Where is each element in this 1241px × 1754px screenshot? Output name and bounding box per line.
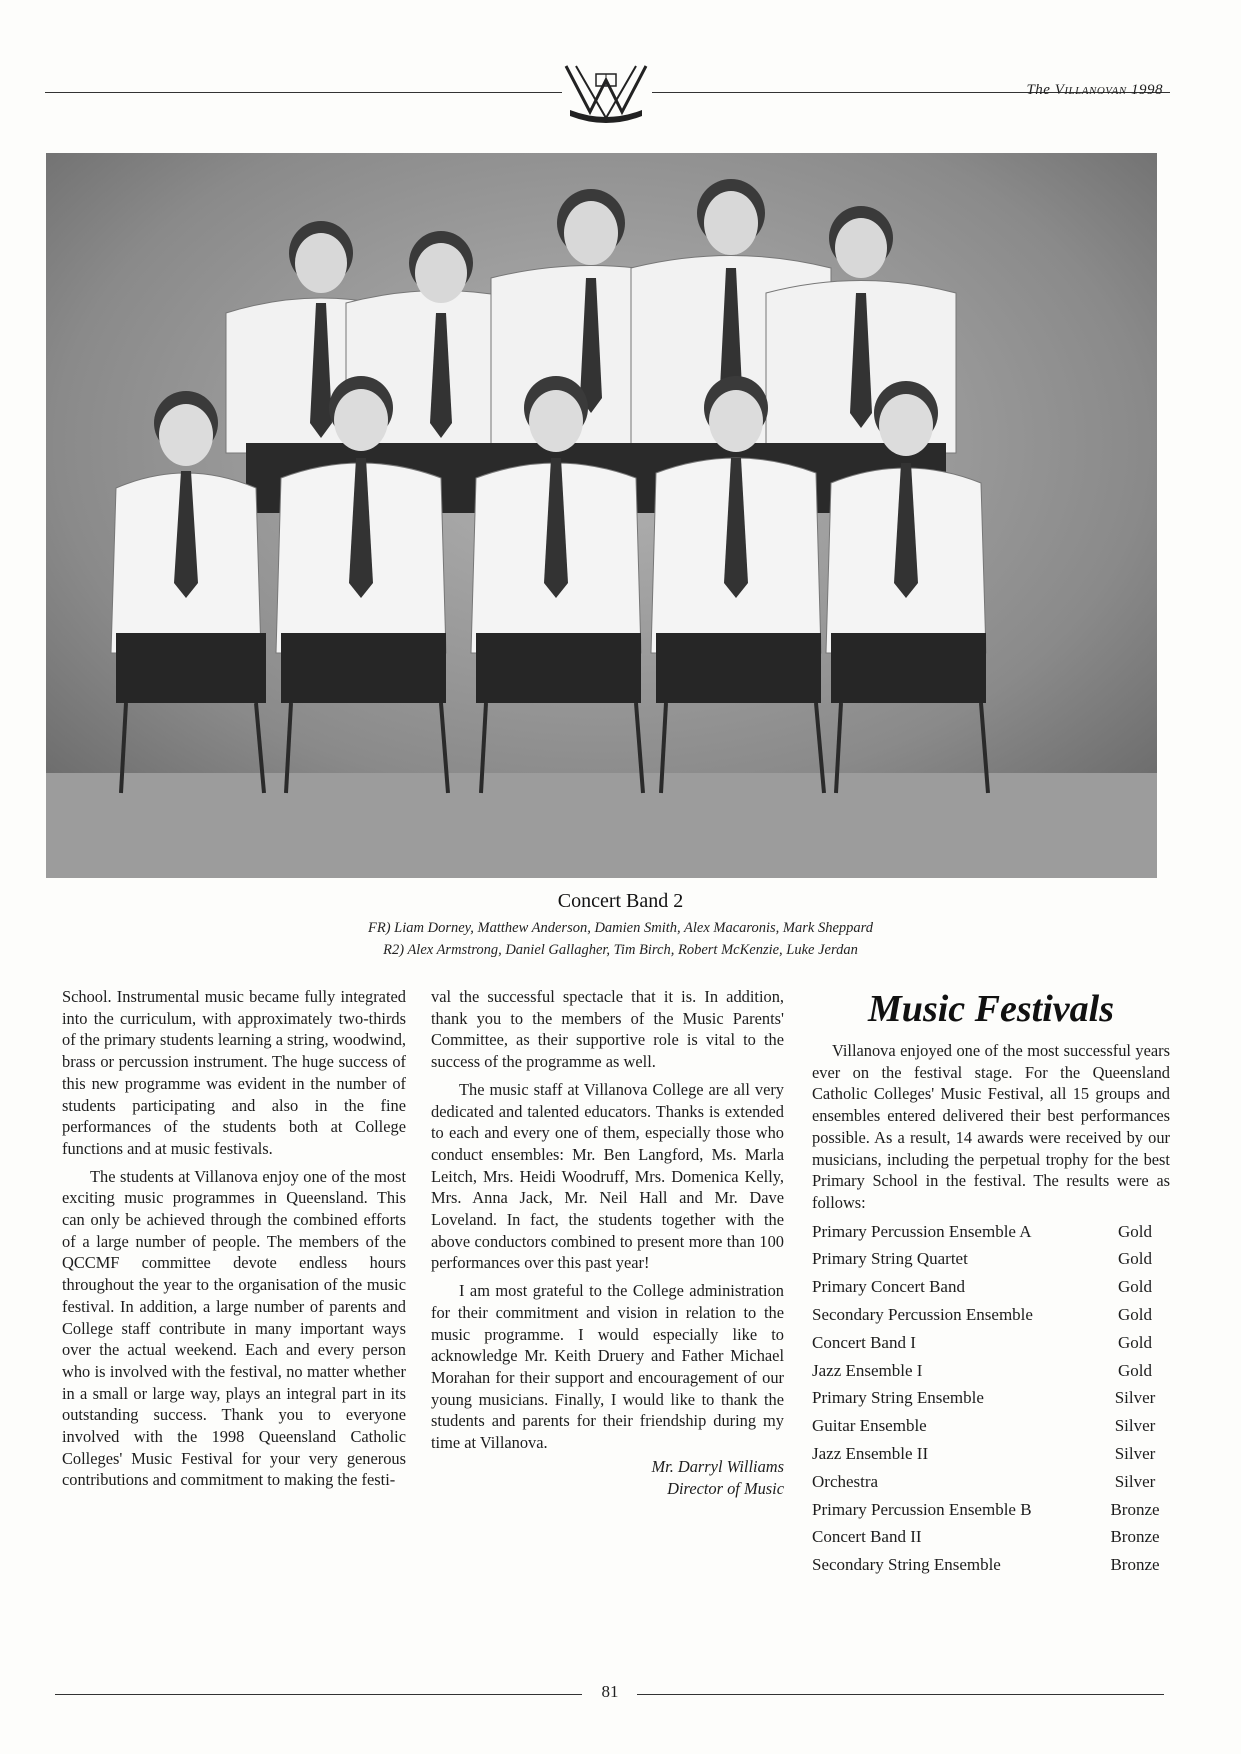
music-festivals-intro: Villanova enjoyed one of the most successful years ever on the festival stage. For the Queensland Catholic Colleges' Music Festival, all 15 groups and ensembles entered delivered their best performances possible. As a result, 14 awards were received by our musicians, including the perpetual trophy for the best Primary School in the festival. The results were as follows: [812,1041,1170,1212]
result-row [812,1273,1170,1301]
result-award: Bronze [1110,1555,1160,1575]
col2-paragraph-1: val the successful spectacle that it is. In addition, thank you to the members of the Music Parents' Committee, as their supportive role is vital to the success of the programme as well. [431,987,784,1072]
col2-paragraph-3: I am most grateful to the College administration for their commitment and vision in relation to the music programme. I would especially like to acknowledge Mr. Keith Druery and Father Michael Morahan for their support and encouragement of our young musicians. Finally, I would like to thank the students and parents for their friendship during my time at Villanova. [431,1281,784,1453]
group-photo-icon [46,153,1157,878]
result-award: Bronze [1110,1499,1160,1519]
result-award: Silver [1114,1416,1156,1436]
result-row [812,1496,1170,1524]
result-ensemble: Jazz Ensemble II [812,1444,929,1463]
music-festivals-section [812,986,1170,1579]
result-award: Gold [1118,1332,1152,1352]
signature-name: Mr. Darryl Williams [651,1456,784,1476]
result-ensemble: Concert Band II [812,1527,922,1547]
villanova-crest-icon [560,60,652,128]
music-festivals-heading: Music Festivals [868,988,1114,1030]
result-ensemble: Primary String Quartet [812,1249,968,1269]
result-award: Gold [1118,1221,1152,1241]
result-award: Silver [1114,1444,1156,1463]
article-column-2 [431,986,784,1500]
result-row [812,1551,1170,1579]
result-ensemble: Primary String Ensemble [812,1388,984,1408]
signature-title: Director of Music [667,1478,784,1498]
result-award: Bronze [1110,1527,1160,1547]
result-row [812,1245,1170,1273]
result-award: Gold [1118,1360,1152,1380]
caption-front-row: FR) Liam Dorney, Matthew Anderson, Damien Smith, Alex Macaronis, Mark Sheppard [367,920,874,936]
caption-second-row: R2) Alex Armstrong, Daniel Gallagher, Tim Birch, Robert McKenzie, Luke Jerdan [383,942,858,958]
running-head [1026,82,1163,99]
result-row [812,1218,1170,1246]
result-award: Gold [1118,1305,1152,1325]
results-list [812,1218,1170,1579]
result-row [812,1412,1170,1440]
result-ensemble: Secondary Percussion Ensemble [812,1305,1033,1325]
page-number: 81 [601,1682,619,1701]
result-ensemble: Primary Concert Band [812,1277,965,1297]
result-award: Silver [1114,1471,1156,1491]
running-head-year: 1998 [1131,82,1163,98]
result-row [812,1523,1170,1551]
col2-paragraph-2: The music staff at Villanova College are all very dedicated and talented educators. Thanks is extended to each and every one of them, especially those who conduct ensembles: Mr. Ben Langford, Ms. Marla Leitch, Mrs. Heidi Woodruff, Mrs. Domenica Kelly, Mrs. Anna Jack, Mr. Neil Hall and Mr. Dave Loveland. In fact, the students together with the above conductors combined to present more than 100 performances over this past year! [431,1079,784,1273]
result-row [812,1357,1170,1385]
result-award: Silver [1114,1388,1156,1408]
result-ensemble: Concert Band I [812,1332,916,1352]
result-row [812,1440,1170,1468]
result-ensemble: Secondary String Ensemble [812,1555,1001,1575]
footer-rule-right [637,1694,1164,1695]
result-ensemble: Orchestra [812,1471,879,1491]
result-row [812,1468,1170,1496]
article-column-1 [62,986,406,1491]
caption-title: Concert Band 2 [557,890,684,912]
signature [431,1456,784,1500]
running-head-prefix: The [1026,82,1051,98]
result-ensemble: Guitar Ensemble [812,1416,927,1436]
result-row [812,1384,1170,1412]
col1-paragraph-1: School. Instrumental music became fully integrated into the curriculum, with approximately two-thirds of the primary students learning a string, woodwind, brass or percussion instrument. The huge success of this new programme was evident in the number of students participating and also in the fine performances of the students both at College functions and at music festivals. [62,987,406,1158]
footer-rule-left [55,1694,582,1695]
result-award: Gold [1118,1249,1152,1269]
group-photo [46,153,1157,878]
header-rule-left [45,92,562,93]
col1-paragraph-2: The students at Villanova enjoy one of the most exciting music programmes in Queensland. This can only be achieved through the combined efforts of a large number of people. The members of the QCCMF committee devote endless hours throughout the year to the organisation of the music festival. In addition, a large number of parents and College staff contribute in many important ways over the actual weekend. Each and every person who is involved with the festival, no matter whether in a small or large way, plays an integral part in its outstanding success. Thank you to everyone involved with the 1998 Queensland Catholic Colleges' Music Festival for your very generous contributions and commitment to making the festi- [62,1166,406,1490]
result-award: Gold [1118,1277,1152,1297]
result-row [812,1329,1170,1357]
result-row [812,1301,1170,1329]
result-ensemble: Primary Percussion Ensemble A [812,1221,1032,1241]
result-ensemble: Jazz Ensemble I [812,1360,923,1380]
running-head-title: Villanovan [1054,82,1127,98]
result-ensemble: Primary Percussion Ensemble B [812,1499,1032,1519]
